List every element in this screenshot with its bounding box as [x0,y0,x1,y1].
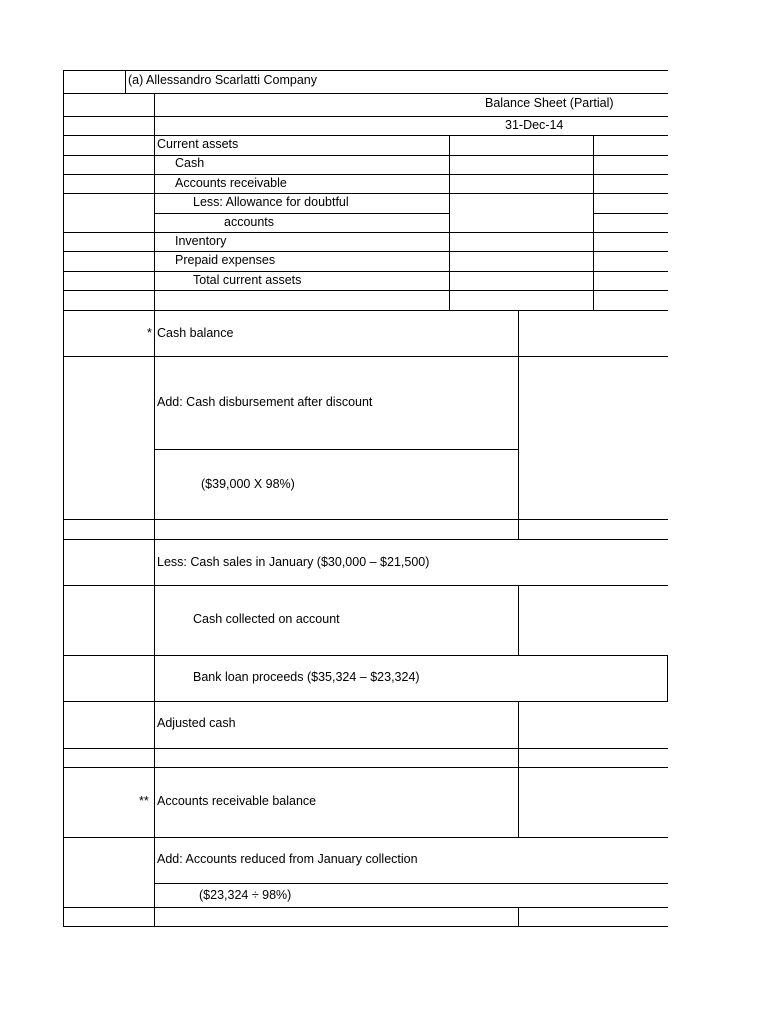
statement-title: Balance Sheet (Partial) [485,96,614,110]
cash-disbursement-calc: ($39,000 X 98%) [201,477,295,491]
current-assets-heading: Current assets [157,137,239,151]
accounts-receivable-label: Accounts receivable [175,176,287,190]
total-current-assets-label: Total current assets [193,273,302,287]
allowance-label-line1: Less: Allowance for doubtful [193,195,349,209]
cash-collected-label: Cash collected on account [193,612,340,626]
adjusted-cash-label: Adjusted cash [157,716,236,730]
cash-sales-label: Less: Cash sales in January ($30,000 – $21,500) [157,555,430,569]
ar-balance-label: Accounts receivable balance [157,794,317,808]
ar-footnote-marker: ** [139,794,149,808]
company-name: (a) Allessandro Scarlatti Company [128,73,317,87]
inventory-label: Inventory [175,234,227,248]
ar-reduced-label: Add: Accounts reduced from January collection [157,852,418,866]
bank-loan-label: Bank loan proceeds ($35,324 – $23,324) [193,670,420,684]
statement-date: 31-Dec-14 [505,118,564,132]
prepaid-expenses-label: Prepaid expenses [175,253,276,267]
allowance-label-line2: accounts [224,215,275,229]
ar-reduced-calc: ($23,324 ÷ 98%) [199,888,292,902]
cash-footnote-marker: * [147,326,152,340]
cash-disbursement-label: Add: Cash disbursement after discount [157,395,373,409]
cash-label: Cash [175,156,205,170]
cash-balance-label: Cash balance [157,326,234,340]
